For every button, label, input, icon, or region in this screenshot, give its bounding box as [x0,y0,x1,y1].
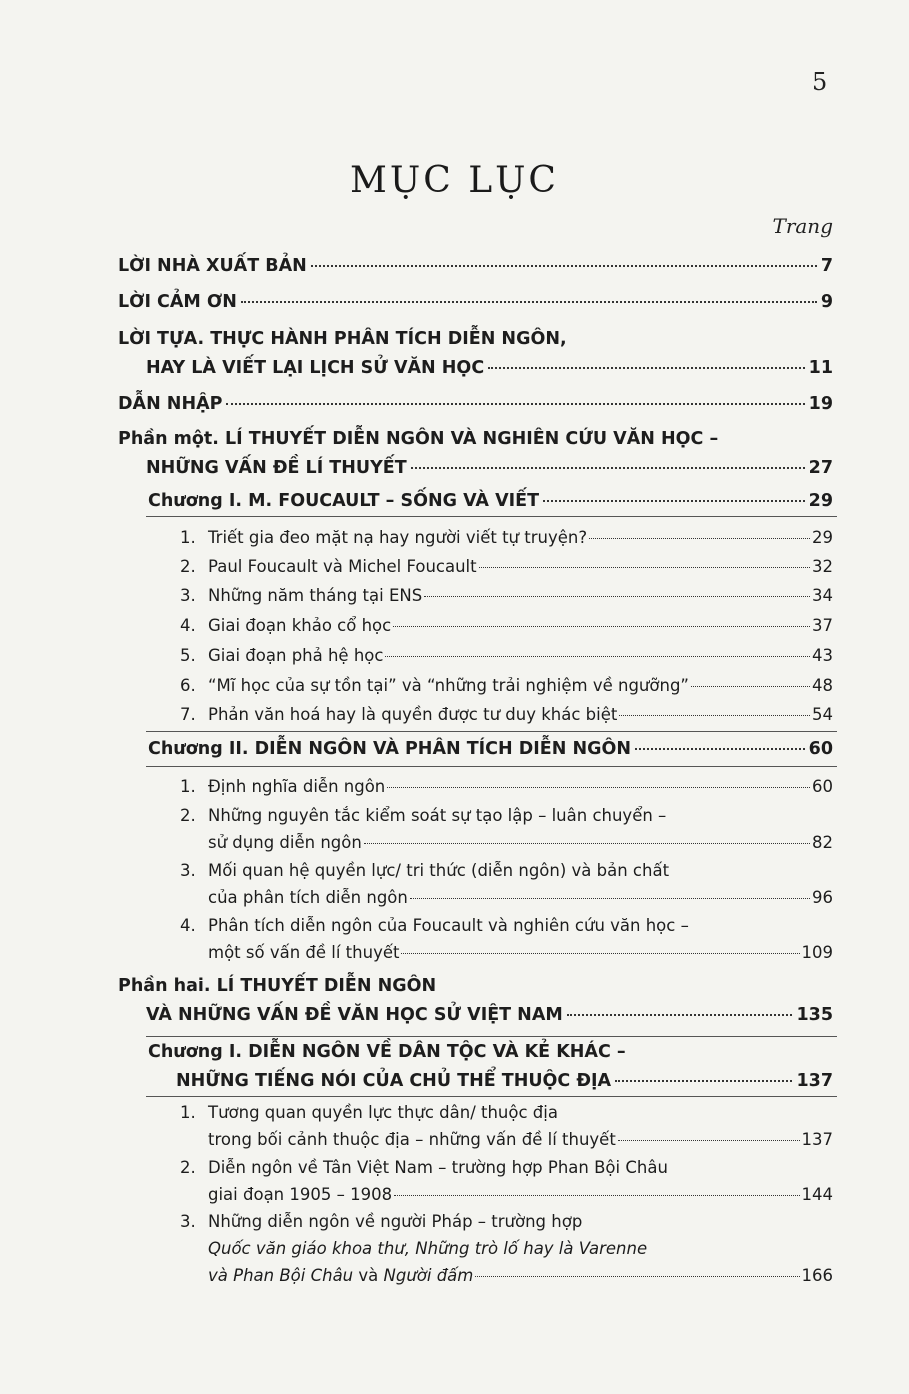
toc-entry-loi-tua[interactable]: LỜI TỰA. THỰC HÀNH PHÂN TÍCH DIỄN NGÔN, HAY LÀ VIẾT LẠI LỊCH SỬ VĂN HỌC 11 [118,329,833,378]
toc-entry-chuong-1[interactable]: Chương I. M. FOUCAULT – SỐNG VÀ VIẾT 29 [148,491,833,511]
leader-dots [311,265,817,267]
page-title: MỤC LỤC [350,160,559,201]
toc-item[interactable]: 2. Diễn ngôn về Tân Việt Nam – trường hợp Phan Bội Châu giai đoạn 1905 – 1908 144 [180,1158,833,1204]
page-column-label: Trang [772,214,833,238]
section-divider [146,1036,837,1037]
leader-dots [401,953,799,954]
toc-entry-loi-cam-on[interactable]: LỜI CẢM ƠN 9 [118,292,833,312]
leader-dots [364,843,810,844]
leader-dots [394,1195,799,1196]
leader-dots [543,500,805,502]
section-divider [146,1096,837,1097]
leader-dots [618,1140,800,1141]
leader-dots [385,656,810,657]
toc-entry-chuong-1-part-2[interactable]: Chương I. DIỄN NGÔN VỀ DÂN TỘC VÀ KẺ KHÁC – NHỮNG TIẾNG NÓI CỦA CHỦ THỂ THUỘC ĐỊA 137 [148,1042,833,1091]
toc-entry-chuong-2[interactable]: Chương II. DIỄN NGÔN VÀ PHÂN TÍCH DIỄN NGÔN 60 [148,739,833,759]
page-number: 5 [812,68,828,96]
leader-dots [488,367,804,369]
toc-entry-phan-mot[interactable]: Phần một. LÍ THUYẾT DIỄN NGÔN VÀ NGHIÊN CỨU VĂN HỌC – NHỮNG VẤN ĐỀ LÍ THUYẾT 27 [118,429,833,478]
toc-item[interactable]: 3. Những diễn ngôn về người Pháp – trường hợp Quốc văn giáo khoa thư, Những trò lố hay là Varenne và Phan Bội Châu và Người đấm 166 [180,1212,833,1285]
leader-dots [411,467,805,469]
leader-dots [424,596,810,597]
toc-item[interactable]: 6. “Mĩ học của sự tồn tại” và “những trải nghiệm về ngưỡng” 48 [180,676,833,695]
toc-item[interactable]: 3. Những năm tháng tại ENS 34 [180,586,833,605]
leader-dots [589,538,810,539]
leader-dots [410,898,810,899]
section-divider [146,516,837,517]
toc-item[interactable]: 1. Định nghĩa diễn ngôn 60 [180,777,833,796]
toc-item[interactable]: 3. Mối quan hệ quyền lực/ tri thức (diễn ngôn) và bản chất của phân tích diễn ngôn 96 [180,861,833,907]
toc-entry-loi-nxb[interactable]: LỜI NHÀ XUẤT BẢN 7 [118,256,833,276]
leader-dots [567,1014,793,1016]
toc-item[interactable]: 1. Tương quan quyền lực thực dân/ thuộc địa trong bối cảnh thuộc địa – những vấn đề lí thuyết 137 [180,1103,833,1149]
leader-dots [387,787,810,788]
leader-dots [226,403,804,405]
leader-dots [615,1080,792,1082]
leader-dots [241,301,817,303]
leader-dots [475,1276,799,1277]
toc-item[interactable]: 1. Triết gia đeo mặt nạ hay người viết tự truyện? 29 [180,528,833,547]
toc-item[interactable]: 7. Phản văn hoá hay là quyền được tư duy khác biệt 54 [180,705,833,724]
toc-item[interactable]: 4. Phân tích diễn ngôn của Foucault và nghiên cứu văn học – một số vấn đề lí thuyết 109 [180,916,833,962]
leader-dots [635,748,805,750]
toc-entry-phan-hai[interactable]: Phần hai. LÍ THUYẾT DIỄN NGÔN VÀ NHỮNG VẤN ĐỀ VĂN HỌC SỬ VIỆT NAM 135 [118,976,833,1025]
leader-dots [691,686,810,687]
leader-dots [393,626,810,627]
leader-dots [479,567,810,568]
leader-dots [619,715,810,716]
section-divider [146,766,837,767]
toc-item[interactable]: 4. Giai đoạn khảo cổ học 37 [180,616,833,635]
toc-item[interactable]: 5. Giai đoạn phả hệ học 43 [180,646,833,665]
section-divider [146,731,837,732]
toc-entry-dan-nhap[interactable]: DẪN NHẬP 19 [118,394,833,414]
toc-item[interactable]: 2. Những nguyên tắc kiểm soát sự tạo lập – luân chuyển – sử dụng diễn ngôn 82 [180,806,833,852]
toc-item[interactable]: 2. Paul Foucault và Michel Foucault 32 [180,557,833,576]
